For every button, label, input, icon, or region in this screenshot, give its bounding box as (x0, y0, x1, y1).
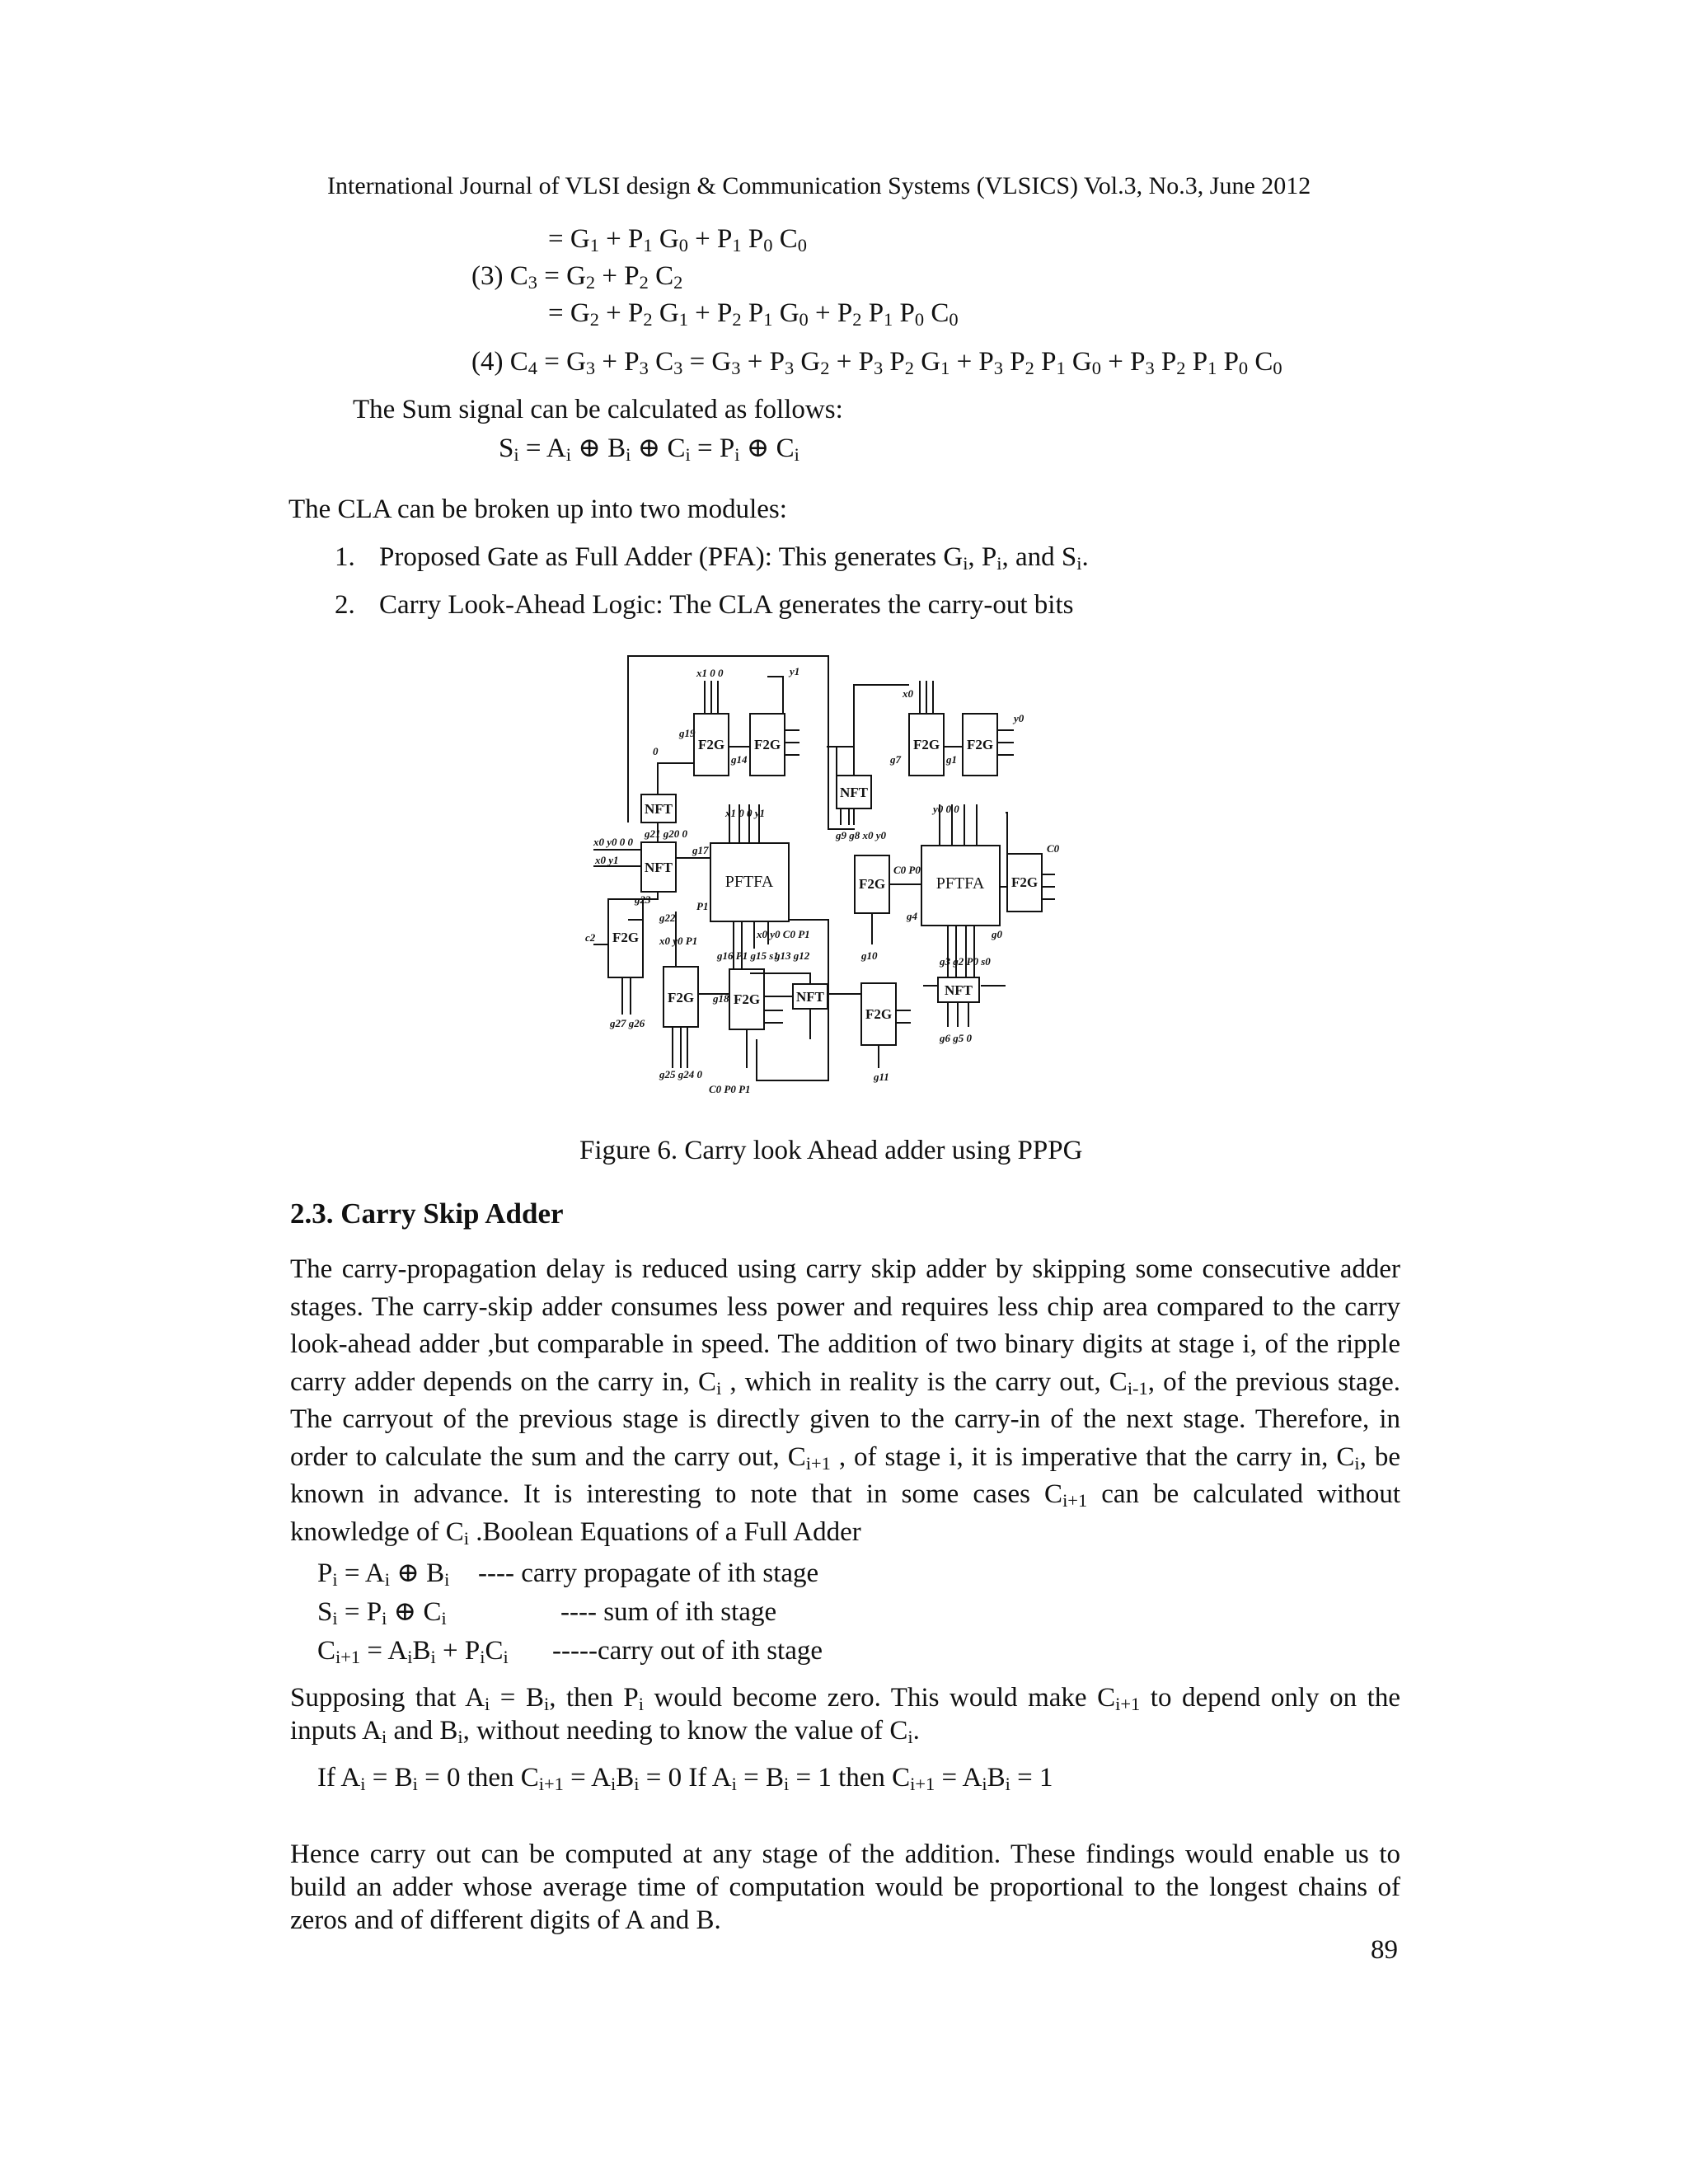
block-label: F2G (753, 737, 781, 752)
if-line: If $A_i = B_i = 0$ then $C_{i+1} = A_iB_i = 0$ If $A_i = B_i = 1$ then $C_{i+1} = A_iB_i = 1$ (317, 1763, 1053, 1794)
figure-caption: Figure 6. Carry look Ahead adder using PPPG (579, 1136, 1083, 1165)
block-label: F2G (865, 1006, 893, 1022)
figure-label: g1 (946, 753, 957, 766)
figure-label: x1 0 0 (696, 667, 724, 679)
list-item: Carry Look-Ahead Logic: The CLA generates the carry-out bits (379, 590, 1074, 620)
figure-label: g18 (713, 992, 729, 1005)
figure-label: x0 y1 (595, 854, 619, 866)
block-label: PFTFA (724, 873, 774, 891)
figure-label: y0 0 0 (933, 803, 959, 815)
figure-label: g21 g20 0 (645, 827, 687, 840)
fa-equation-desc: ---- sum of ith stage (560, 1597, 777, 1627)
figure-label: g9 g8 x0 y0 (836, 829, 887, 841)
figure-label: g16 P1 g15 s1 (717, 949, 779, 962)
cla-circuit-figure (577, 648, 1096, 1109)
block-label: F2G (697, 737, 725, 752)
fa-equation: $C_{i+1} = A_iB_i + P_iC_i$ (317, 1636, 509, 1667)
figure-label: C0 P0 P1 (709, 1083, 751, 1095)
block-label: NFT (796, 989, 824, 1005)
block-label: F2G (858, 876, 886, 892)
body-paragraph: Hence carry out can be computed at any stage of the addition. These findings would enable us to build an adder whose average time of computation would be proportional to the longest chains of zeros and of different digits of A and B. (290, 1840, 1400, 1935)
list-item-number: 1. (335, 542, 355, 572)
equation-c4: (4) $C_4 = G_3 + P_3$ $C_3 = G_3 + P_3$ $G_2 + P_3$ $P_2$ $G_1 + P_3$ $P_2$ $P_1$ $G_0 + P_3$ $P_2$ $P_1$ $P_0$ $C_0$ (471, 347, 1282, 378)
figure-label: g6 g5 0 (940, 1032, 972, 1044)
figure-label: 0 (653, 745, 659, 757)
equation-c3-continued: = $G_2 + P_2$ $G_1 + P_2$ $P_1$ $G_0 + P_2$ $P_1$ $P_0$ $C_0$ (548, 298, 959, 330)
block-label: F2G (733, 991, 761, 1007)
figure-label: g10 (861, 949, 878, 962)
list-item: Proposed Gate as Full Adder (PFA): This generates $G_i$, $P_i$, and $S_i$. (379, 542, 1089, 574)
figure-label: C0 P0 (893, 864, 921, 876)
figure-label: x1 0 0 y1 (725, 807, 766, 819)
figure-label: C0 (1047, 842, 1060, 855)
figure-label: g0 (992, 928, 1002, 940)
figure-label: g17 (692, 844, 709, 856)
sum-intro: The Sum signal can be calculated as follows: (353, 395, 843, 424)
figure-label: y0 (1014, 712, 1025, 724)
figure-label: x0 y0 C0 P1 (757, 928, 810, 940)
block-label: NFT (645, 860, 673, 875)
figure-label: g7 (890, 753, 901, 766)
figure-label: P1 (696, 900, 709, 912)
sum-equation: $S_i = A_i$ ⊕ $B_i$ ⊕ $C_i = P_i$ ⊕ $C_i$ (499, 434, 799, 465)
block-label: PFTFA (935, 874, 985, 893)
figure-label: c2 (585, 931, 596, 944)
body-paragraph: The carry-propagation delay is reduced using carry skip adder by skipping some consecutive adder stages. The carry-skip adder consumes less power and requires less chip area compared to the carry look-ahead adder ,but comparable in speed. The addition of two binary digits at stage i, of the ripple carry adder depends on the carry in, $C_i$ , which in reality is the carry out, $C_{i-1}$, of the previous stage. The carryout of the previous stage is directly given to the carry-in of the next stage. Therefore, in order to calculate the sum and the carry out, $C_{i+1}$ , of stage i, it is imperative that the carry in, $C_i$, be known in advance. It is interesting to note that in some cases $C_{i+1}$ can be calculated without knowledge of $C_i$ .Boolean Equations of a Full Adder (290, 1254, 1401, 1549)
cla-intro: The CLA can be broken up into two modules: (288, 494, 787, 524)
figure-label: x0 (903, 687, 913, 700)
block-label: F2G (1010, 874, 1039, 890)
equation-c3: (3) $C_3 = G_2 + P_2$ $C_2$ (471, 261, 683, 293)
figure-label: g3 g2 P0 s0 (940, 955, 991, 968)
figure-label: x0 y0 P1 (659, 935, 698, 947)
figure-label: g25 g24 0 (659, 1068, 702, 1080)
fa-equation: $P_i = A_i$ ⊕ $B_i$ (317, 1558, 450, 1590)
list-item-number: 2. (335, 590, 355, 620)
block-label: NFT (645, 801, 673, 817)
figure-label: g27 g26 (610, 1017, 645, 1029)
figure-label: g13 g12 (775, 949, 810, 962)
running-header: International Journal of VLSI design & Communication Systems (VLSICS) Vol.3, No.3, June 2012 (327, 172, 1311, 199)
block-label: NFT (945, 982, 973, 998)
figure-label: x0 y0 0 0 (593, 836, 634, 848)
block-label: F2G (912, 737, 940, 752)
figure-label: g23 (635, 893, 651, 906)
fa-equation-desc: ---- carry propagate of ith stage (478, 1558, 819, 1588)
figure-label: g11 (874, 1071, 889, 1083)
page-number: 89 (1371, 1935, 1398, 1965)
figure-label: g22 (659, 912, 676, 924)
figure-label: g19 (679, 727, 696, 739)
block-label: NFT (840, 785, 868, 800)
block-label: F2G (667, 990, 695, 1005)
body-paragraph: Supposing that $A_i = B_i$, then $P_i$ would become zero. This would make $C_{i+1}$ to depend only on the inputs $A_i$ and $B_i$, without needing to know the value of $C_i$. (290, 1683, 1400, 1747)
section-heading: 2.3. Carry Skip Adder (290, 1197, 564, 1230)
fa-equation: $S_i = P_i$ ⊕ $C_i$ (317, 1597, 447, 1629)
figure-label: y1 (790, 665, 800, 677)
figure-label: g14 (731, 753, 748, 766)
figure-label: g4 (907, 910, 917, 922)
equation-c2-continued: = $G_1 + P_1$ $G_0 + P_1$ $P_0$ $C_0$ (548, 224, 807, 255)
block-label: F2G (612, 930, 640, 945)
block-label: F2G (966, 737, 994, 752)
fa-equation-desc: -----carry out of ith stage (552, 1636, 823, 1666)
